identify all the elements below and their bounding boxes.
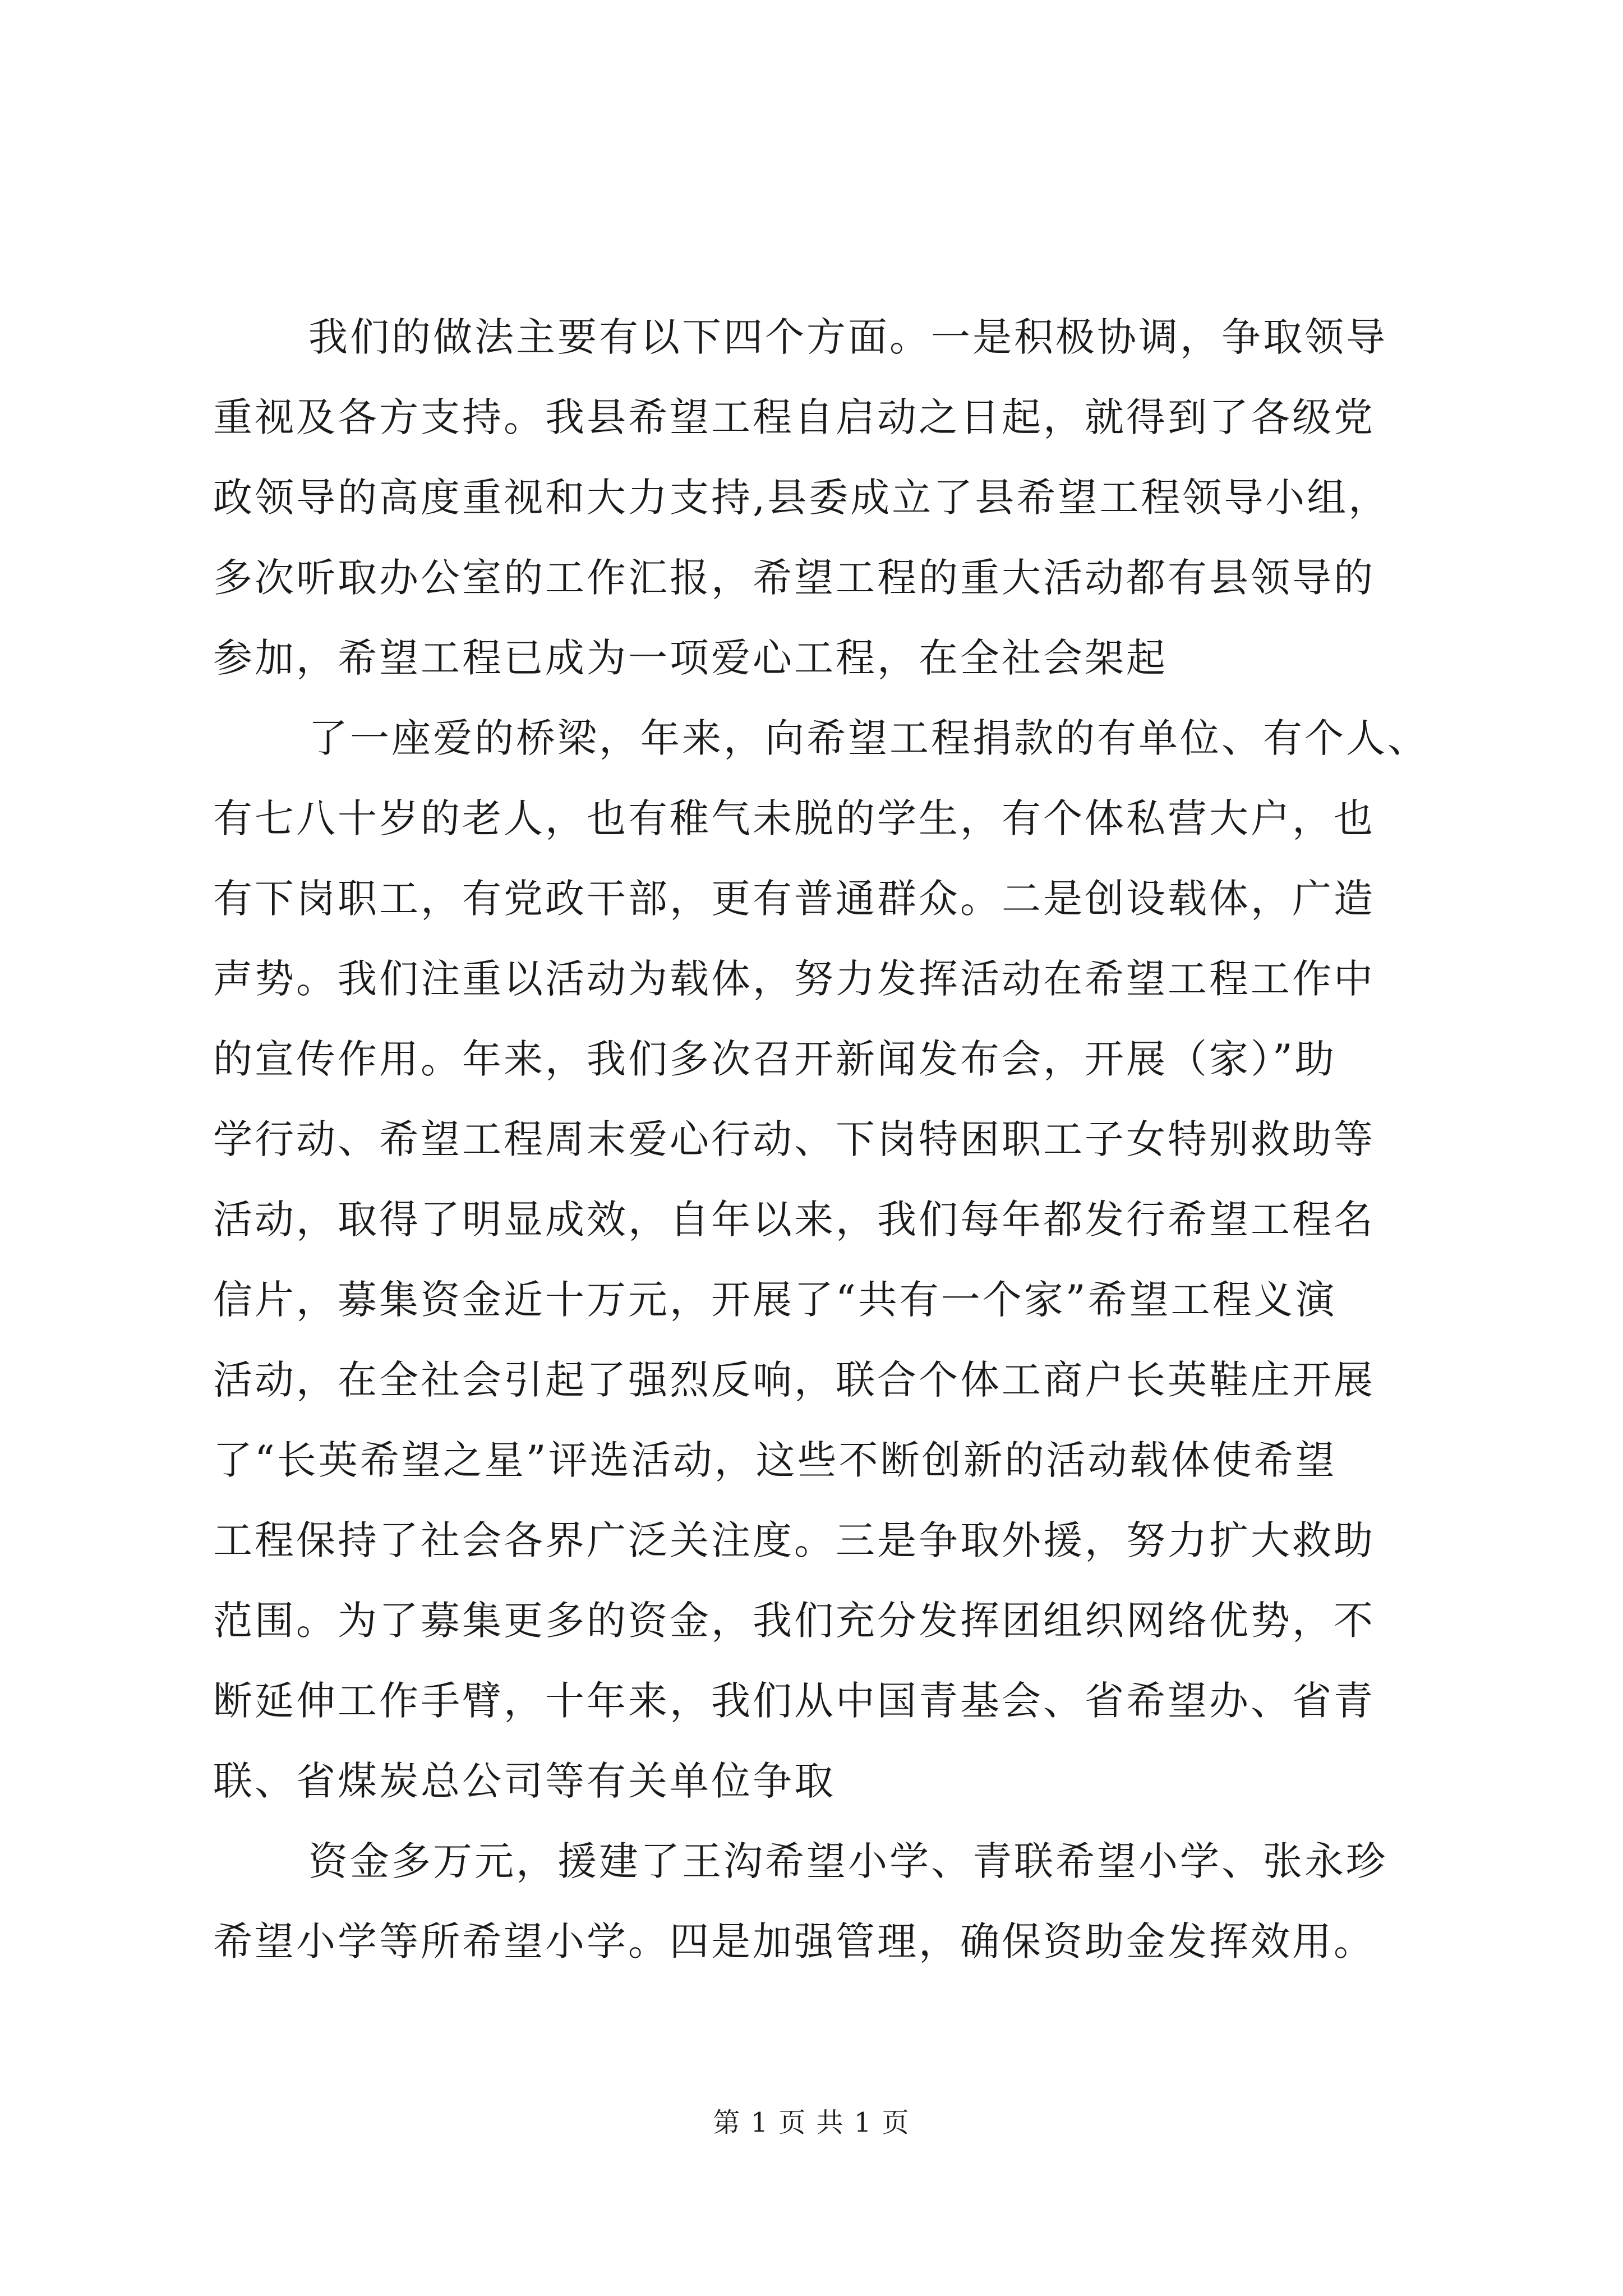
paragraph-line: 断延伸工作手臂，十年来，我们从中国青基会、省希望办、省青 [213,1678,1375,1724]
paragraph-line: 工程保持了社会各界广泛关注度。三是争取外援，努力扩大救助 [213,1517,1375,1563]
paragraph-line: 有下岗职工，有党政干部，更有普通群众。二是创设载体，广造 [213,876,1375,922]
paragraph-line: 学行动、希望工程周末爱心行动、下岗特困职工子女特别救助等 [213,1116,1375,1162]
paragraph-line: 资金多万元，援建了王沟希望小学、青联希望小学、张永珍 [308,1838,1387,1884]
paragraph-line: 了一座爱的桥梁，年来，向希望工程捐款的有单位、有个人、 [308,715,1429,761]
paragraph-line: 声势。我们注重以活动为载体，努力发挥活动在希望工程工作中 [213,956,1375,1002]
paragraph-line: 重视及各方支持。我县希望工程自启动之日起，就得到了各级党 [213,394,1375,440]
paragraph-line: 联、省煤炭总公司等有关单位争取 [213,1758,836,1804]
paragraph-line: 参加，希望工程已成为一项爱心工程，在全社会架起 [213,635,1168,681]
paragraph-line: 范围。为了募集更多的资金，我们充分发挥团组织网络优势，不 [213,1598,1375,1644]
page-footer: 第 1 页 共 1 页 [713,2107,910,2138]
paragraph-line: 活动，取得了明显成效，自年以来，我们每年都发行希望工程名 [213,1197,1375,1243]
paragraph-line: 活动，在全社会引起了强烈反响，联合个体工商户长英鞋庄开展 [213,1357,1375,1403]
paragraph-line: 多次听取办公室的工作汇报，希望工程的重大活动都有县领导的 [213,555,1375,601]
paragraph-line: 政领导的高度重视和大力支持,县委成立了县希望工程领导小组， [213,475,1390,521]
paragraph-line: 希望小学等所希望小学。四是加强管理，确保资助金发挥效用。 [213,1918,1375,1964]
paragraph-line: 我们的做法主要有以下四个方面。一是积极协调，争取领导 [308,314,1387,360]
paragraph-line: 有七八十岁的老人，也有稚气未脱的学生，有个体私营大户，也 [213,795,1375,841]
paragraph-line: 了“长英希望之星”评选活动，这些不断创新的活动载体使希望 [213,1437,1337,1483]
paragraph-line: 信片，募集资金近十万元，开展了“共有一个家”希望工程义演 [213,1277,1337,1323]
body-text [213,297,1469,1982]
paragraph-line: 的宣传作用。年来，我们多次召开新闻发布会，开展（家）”助 [213,1036,1336,1082]
